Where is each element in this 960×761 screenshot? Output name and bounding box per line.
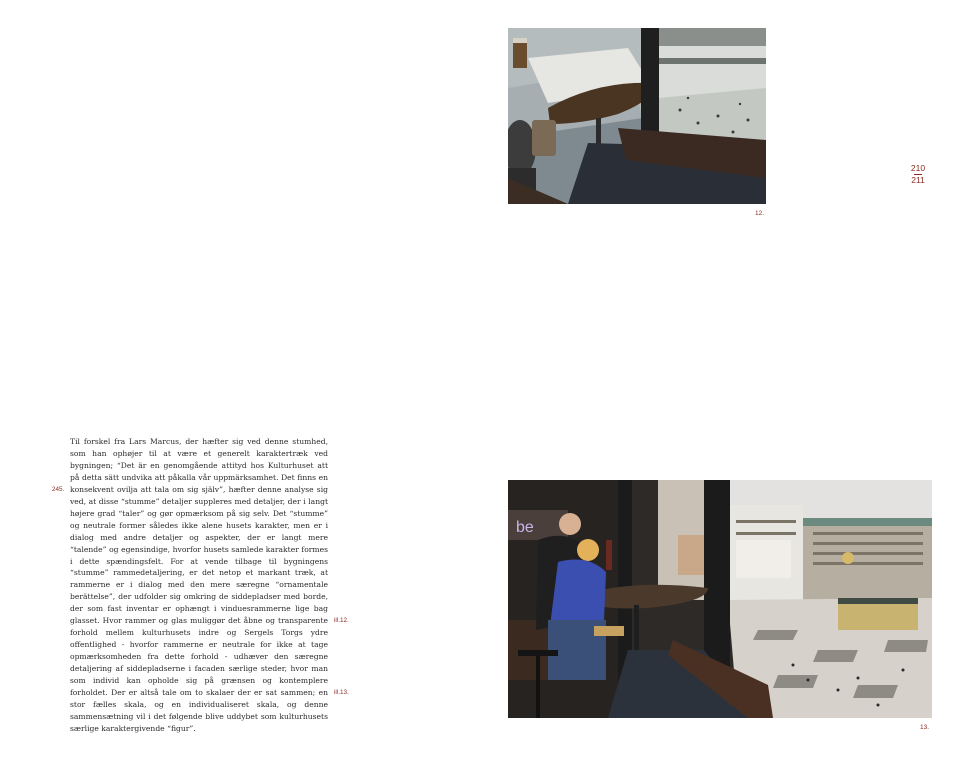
- page-number-right: 211: [911, 175, 925, 185]
- page-number: [906, 163, 930, 186]
- svg-text:be: be: [516, 519, 534, 536]
- margin-note-245: 245.: [52, 486, 65, 493]
- margin-note-ill-12: ill.12.: [334, 617, 349, 624]
- caption-photo-12: 12.: [755, 210, 765, 217]
- page-number-left: 210: [910, 163, 926, 173]
- margin-note-ill-13: ill.13.: [334, 689, 349, 696]
- body-paragraph: Til forskel fra Lars Marcus, der hæfter sig ved denne stumhed, som han ophøjer til at være et generelt karaktertræk ved bygningen; “Det är en genomgående attityd hos Kulturhuset att på detta sätt undvika att påkalla vår uppmärksamhet. Det finns en konsekvent ovilja att tala om sig själv”, hæfter denne analyse sig ved, at disse “stumme” detaljer suppleres med detaljer, der i langt højere grad “taler” og gør opmærksom på sig selv. Det “stumme” og neutrale former således ikke alene husets karakter, men er i dialog med andre detaljer og aspekter, der er langt mere “talende” og egensindige, hvorfor husets samlede karakter formes i dette spændingsfelt. For at vende tilbage til bygningens “stumme” rammedetaljering, er det netop et markant træk, at rammerne er i dialog med den mere særegne “ornamentale berättelse”, der udfolder sig omkring de siddepladser med borde, der som fast inventar er ophængt i vinduesrammerne lige bag glasset. Hvor rammer og glas muliggør det åbne og transparente forhold mellem kulturhusets indre og Sergels Torgs ydre offentlighed - hvorfor rammerne er neutrale for ikke at tage opmærksomheden fra dette forhold - udhæver den særegne detaljering af siddepladserne i facaden særlige steder, hvor man som individ kan opholde sig på grænsen og kontemplere forholdet. Der er altså tale om to skalaer der er sat sammen; en stor fælles skala, og en individualiseret skala, og denne sammensætning vil i det følgende blive uddybet som kulturhusets særlige karaktergivende “figur”.: [70, 437, 328, 733]
- body-text: [70, 436, 328, 735]
- caption-photo-13: 13.: [920, 724, 930, 731]
- photo-12: [508, 28, 766, 204]
- photo-13: [508, 480, 932, 718]
